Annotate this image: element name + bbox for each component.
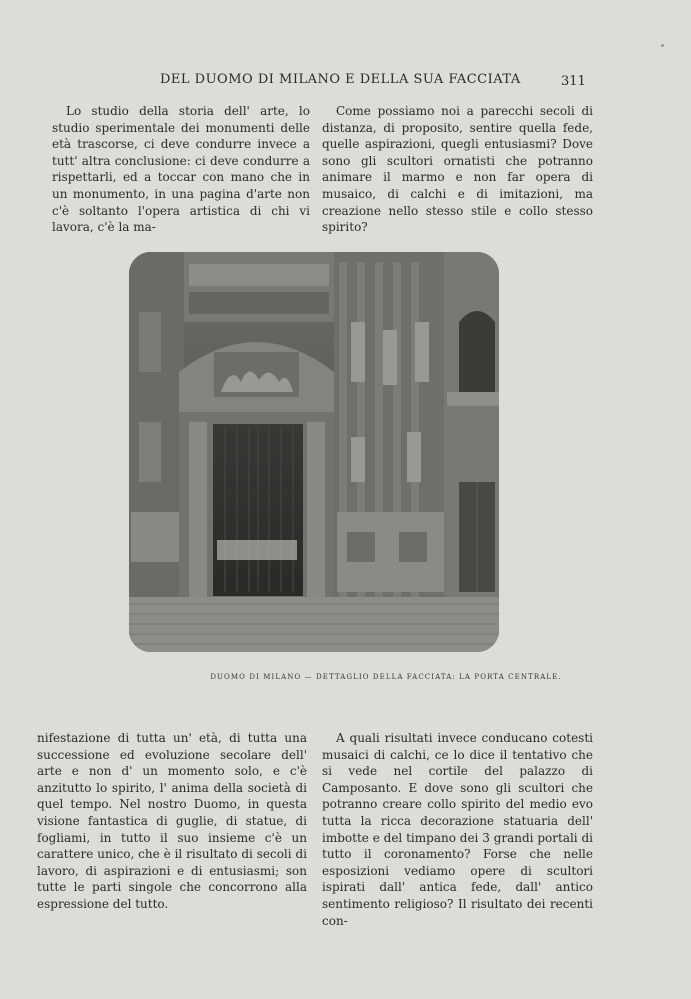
paragraph: nifestazione di tutta un' età, di tutta una successione ed evoluzione secolare dell' arte e non d' un momento solo, e c'è anzitutto lo spirito, l' anima della società di quel tempo. Nel nostro Duomo, in questa visione fantastica di guglie, di statue, di fogliami, in tutto il suo insieme c'è un carattere unico, che è il risultato di secoli di lavoro, di aspirazioni e di entusiasmi; son tutte le parti singole che concorrono alla espressione del tutto. — [37, 731, 307, 911]
bottom-left-column — [37, 730, 307, 913]
paragraph: Lo studio della storia dell' arte, lo studio sperimentale dei monumenti delle età trascorse, ci deve condurre invece a tutt' altra conclusione: ci deve condurre a rispettarli, ed a toccar con mano che in un monumento, in una pagina d'arte non c'è soltanto l'opera artistica di chi vi lavora, c'è la ma- — [52, 104, 310, 235]
figure-caption: DUOMO DI MILANO — DETTAGLIO DELLA FACCIATA: LA PORTA CENTRALE. — [210, 673, 562, 681]
running-title: DEL DUOMO DI MILANO E DELLA SUA FACCIATA — [160, 72, 521, 87]
paragraph: A quali risultati invece conducano cotesti musaici di calchi, ce lo dice il tentativo che si vede nel cortile del palazzo di Camposanto. E dove sono gli scultori che potranno creare collo spirito del medio evo tutta la ricca decorazione statuaria dell' imbotte e del timpano dei 3 grandi portali di tutto il coronamento? Forse che nelle esposizioni vediamo opere di scultori ispirati dall' antica fede, dall' antico sentimento religioso? Il risultato dei recenti con- — [322, 731, 593, 928]
portal-illustration-icon — [129, 252, 499, 652]
bottom-right-column — [322, 730, 593, 929]
page-number: 311 — [561, 74, 586, 89]
paragraph: Come possiamo noi a parecchi secoli di distanza, di proposito, sentire quella fede, quelle aspirazioni, quegli entusiasmi? Dove sono gli scultori ornatisti che potranno animare il marmo e non far opera di musaico, di calchi e di imitazioni, ma creazione nello stesso stile e collo stesso spirito? — [322, 104, 593, 235]
paper-speck — [661, 44, 664, 47]
top-right-column — [322, 103, 593, 236]
cathedral-portal-photo — [129, 252, 499, 652]
top-left-column — [52, 103, 310, 236]
